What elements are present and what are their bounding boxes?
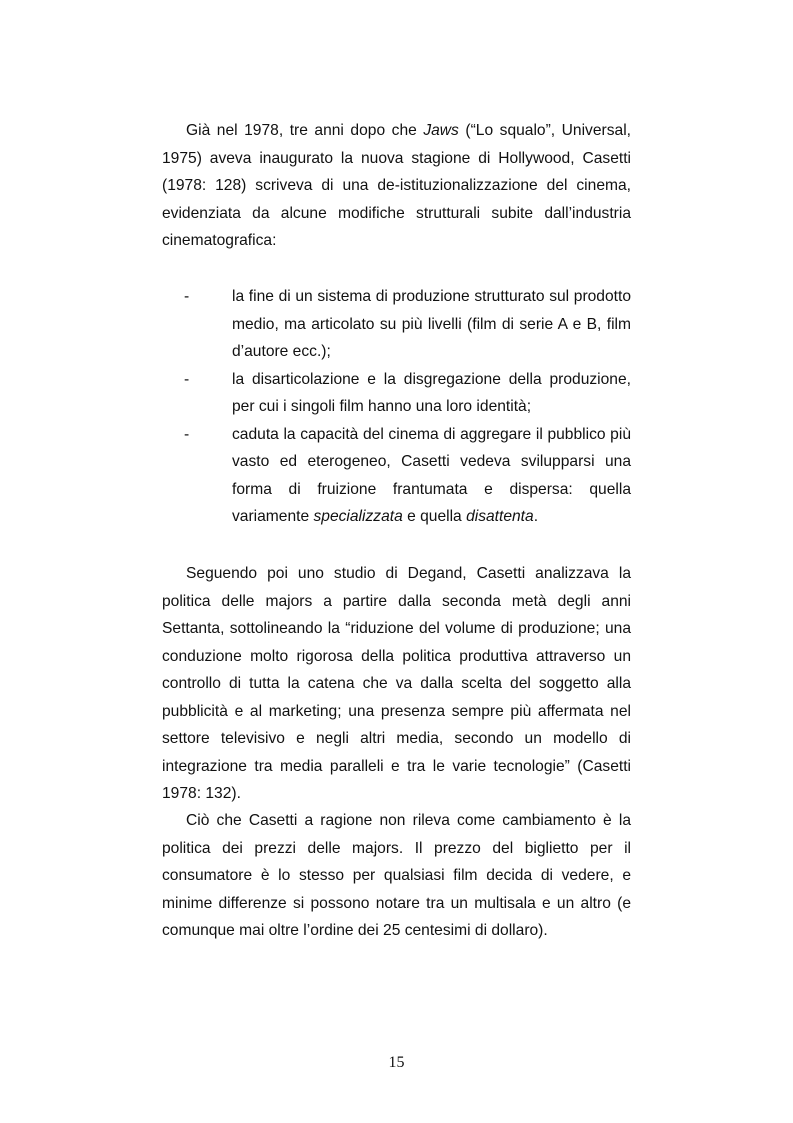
page-number: 15	[388, 1054, 405, 1071]
film-title-jaws: Jaws	[423, 122, 459, 139]
paragraph-prezzi-text: Ciò che Casetti a ragione non rileva come cambiamento è la politica dei prezzi delle majors. Il prezzo del biglietto per il consumatore è lo stesso per qualsiasi film decida di vedere, e minime differenze si possono notare tra un multisala e un altro (e comunque mai oltre l’ordine dei 25 centesimi di dollaro).	[162, 812, 631, 939]
bullet-dash: -	[184, 288, 190, 305]
bullet-text-3-part1: caduta la capacità del cinema di aggregare il pubblico più vasto ed eterogeneo, Casetti vedeva svilupparsi una forma di fruizione frantumata e dispersa: quella variamente	[232, 425, 631, 525]
bullet-text-1: la fine di un sistema di produzione strutturato sul prodotto medio, ma articolato su più livelli (film di serie A e B, film d’autore ecc.);	[232, 288, 631, 360]
paragraph-intro	[162, 117, 631, 255]
bullet-list	[162, 283, 631, 531]
bullet-dash: -	[184, 370, 190, 388]
paragraph-intro-text	[162, 117, 631, 255]
paragraph-prezzi	[162, 807, 631, 945]
bullet-text-3	[232, 421, 631, 531]
term-specializzata: specializzata	[313, 508, 403, 525]
bullet-text-3-part3: .	[533, 508, 539, 525]
paragraph-intro-part2: (“Lo squalo”, Universal, 1975) aveva inaugurato la nuova stagione di Hollywood, Casetti (1978: 128) scriveva di una de-istituzionalizzazione del cinema, evidenziata da alcune modifiche strutturali subite dall’industria cinematografica:	[162, 122, 631, 249]
bullet-item-3	[162, 421, 631, 531]
paragraph-degand-text: Seguendo poi uno studio di Degand, Casetti analizzava la politica delle majors a partire dalla seconda metà degli anni Settanta, sottolineando la “riduzione del volume di produzione; una conduzione molto rigorosa della politica produttiva attraverso un controllo di tutta la catena che va dalla scelta del soggetto alla pubblicità e al marketing; una presenza sempre più affermata nel settore televisivo e negli altri media, secondo un modello di integrazione tra media paralleli e tra le varie tecnologie” (Casetti 1978: 132).	[162, 565, 631, 802]
bullet-item-1	[162, 283, 631, 366]
paragraph-degand	[162, 560, 631, 808]
term-disattenta: disattenta	[466, 508, 534, 525]
paragraph-intro-part1: Già nel 1978, tre anni dopo che	[186, 122, 424, 139]
bullet-dash: -	[184, 425, 190, 443]
bullet-text-3-part2: e quella	[402, 508, 467, 525]
bullet-text-2: la disarticolazione e la disgregazione della produzione, per cui i singoli film hanno una loro identità;	[232, 370, 631, 415]
bullet-item-2	[162, 366, 631, 421]
